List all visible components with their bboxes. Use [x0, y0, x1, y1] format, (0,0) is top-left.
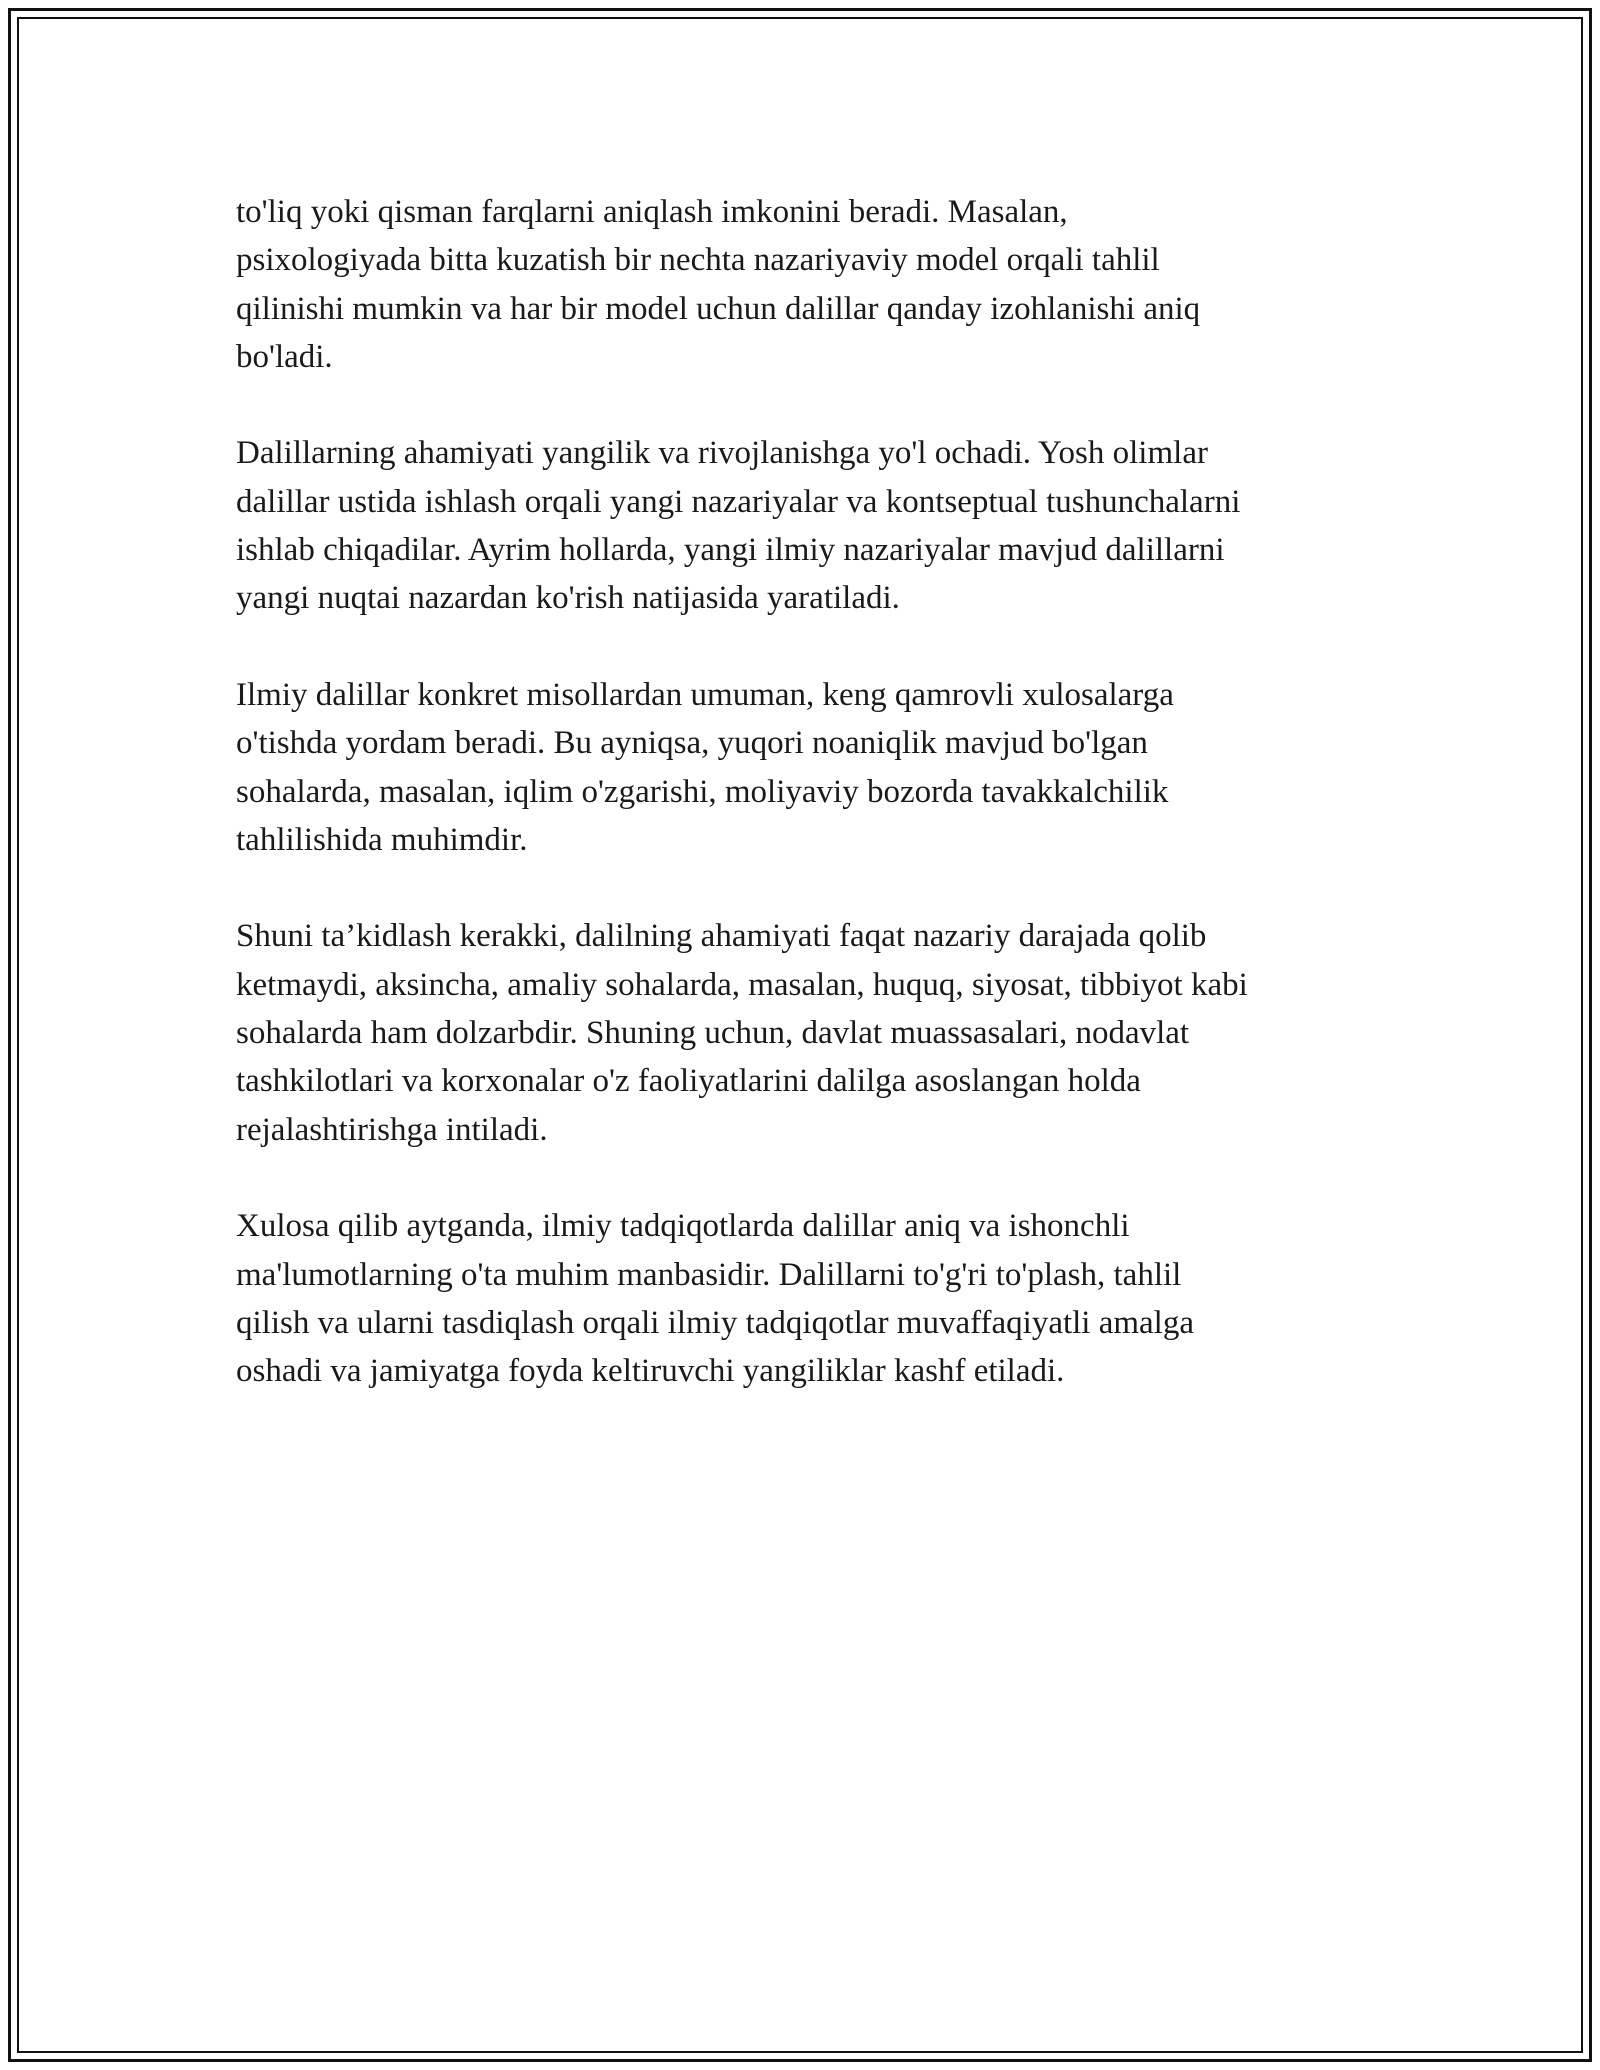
paragraph-line: qilinishi mumkin va har bir model uchun dalillar qanday izohlanishi aniq	[236, 290, 1201, 327]
paragraph-line: qilish va ularni tasdiqlash orqali ilmiy tadqiqotlar muvaffaqiyatli amalga	[236, 1304, 1194, 1341]
paragraph-2	[236, 429, 1386, 622]
paragraph-line: ketmaydi, aksincha, amaliy sohalarda, masalan, huquq, siyosat, tibbiyot kabi	[236, 966, 1248, 1003]
paragraph-3	[236, 671, 1386, 864]
paragraph-line: psixologiyada bitta kuzatish bir nechta nazariyaviy model orqali tahlil	[236, 242, 1160, 279]
paragraph-line: tashkilotlari va korxonalar o'z faoliyatlarini dalilga asoslangan holda	[236, 1063, 1141, 1100]
paragraph-line: to'liq yoki qisman farqlarni aniqlash imkonini beradi. Masalan,	[236, 194, 1068, 230]
paragraph-line: Ilmiy dalillar konkret misollardan umuman, keng qamrovli xulosalarga	[236, 676, 1174, 713]
paragraph-line: ma'lumotlarning o'ta muhim manbasidir. Dalillarni to'g'ri to'plash, tahlil	[236, 1256, 1182, 1293]
paragraph-line: oshadi va jamiyatga foyda keltiruvchi yangiliklar kashf etiladi.	[236, 1353, 1065, 1390]
paragraph-4	[236, 912, 1386, 1153]
paragraph-line: tahlilishida muhimdir.	[236, 821, 528, 858]
paragraph-line: Xulosa qilib aytganda, ilmiy tadqiqotlarda dalillar aniq va ishonchli	[236, 1208, 1130, 1245]
paragraph-line: Dalillarning ahamiyati yangilik va rivojlanishga yo'l ochadi. Yosh olimlar	[236, 435, 1208, 472]
paragraph-line: ishlab chiqadilar. Ayrim hollarda, yangi ilmiy nazariyalar mavjud dalillarni	[236, 532, 1225, 569]
document-body	[236, 188, 1386, 1444]
paragraph-line: o'tishda yordam beradi. Bu ayniqsa, yuqori noaniqlik mavjud bo'lgan	[236, 725, 1148, 762]
paragraph-1	[236, 188, 1386, 381]
paragraph-line: bo'ladi.	[236, 338, 333, 375]
paragraph-line: sohalarda ham dolzarbdir. Shuning uchun, davlat muassasalari, nodavlat	[236, 1015, 1190, 1052]
paragraph-line: dalillar ustida ishlash orqali yangi nazariyalar va kontseptual tushunchalarni	[236, 483, 1241, 520]
paragraph-line: Shuni ta’kidlash kerakki, dalilning ahamiyati faqat nazariy darajada qolib	[236, 918, 1207, 955]
paragraph-line: sohalarda, masalan, iqlim o'zgarishi, moliyaviy bozorda tavakkalchilik	[236, 773, 1169, 810]
paragraph-line: rejalashtirishga intiladi.	[236, 1111, 548, 1148]
paragraph-line: yangi nuqtai nazardan ko'rish natijasida yaratiladi.	[236, 580, 900, 617]
paragraph-5	[236, 1202, 1386, 1395]
